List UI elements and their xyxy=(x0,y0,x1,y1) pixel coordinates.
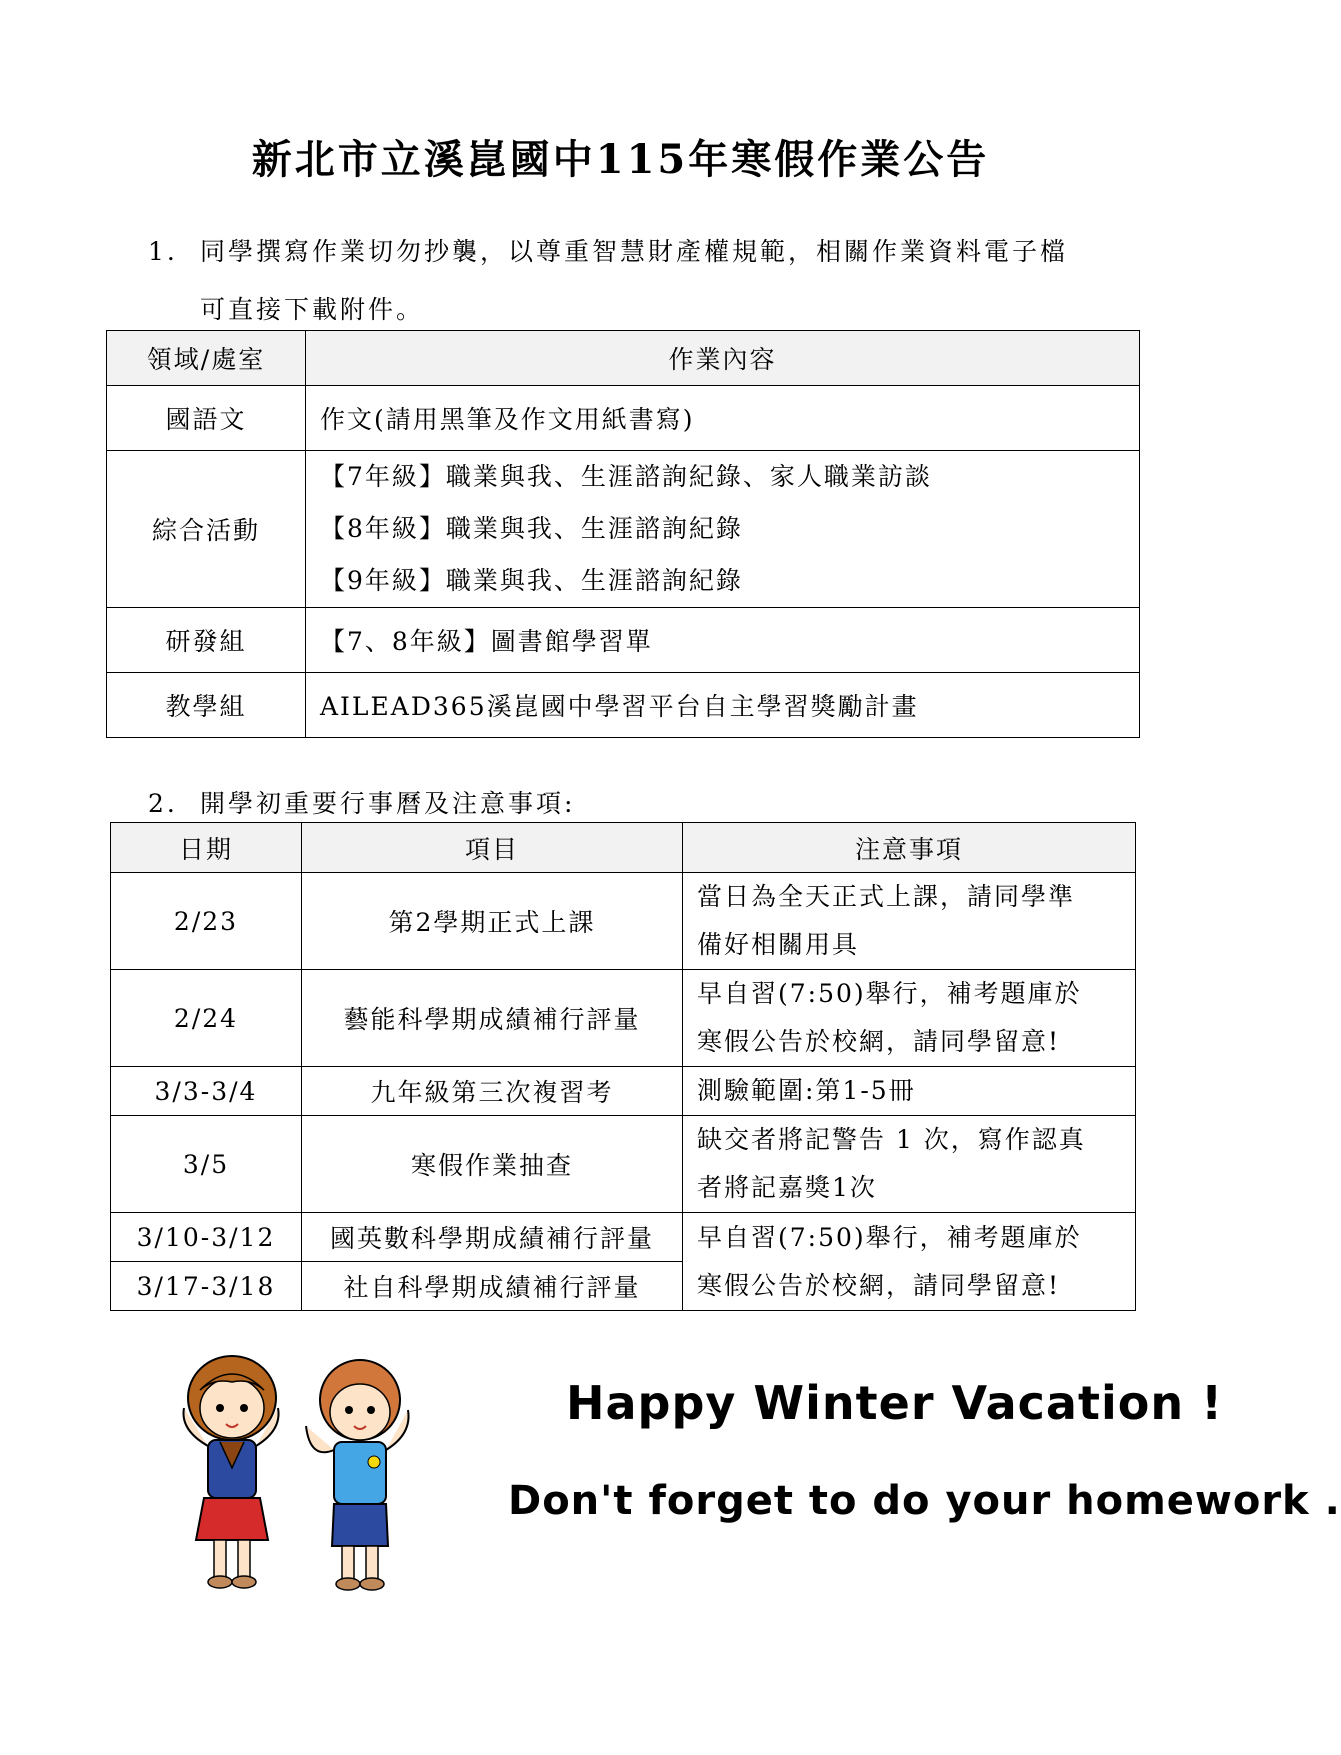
dept-cell: 教學組 xyxy=(107,673,306,738)
content-cell: AILEAD365溪崑國中學習平台自主學習獎勵計畫 xyxy=(306,673,1140,738)
item-cell: 國英數科學期成績補行評量 xyxy=(302,1213,683,1262)
date-cell: 3/5 xyxy=(111,1116,302,1213)
table-row xyxy=(111,1213,1136,1262)
notice-paragraph-1 xyxy=(148,232,1068,268)
dept-cell: 研發組 xyxy=(107,608,306,673)
content-line: 【8年級】職業與我、生涯諮詢紀錄 xyxy=(320,514,743,543)
note-cell xyxy=(683,1213,1136,1311)
content-line: 【7年級】職業與我、生涯諮詢紀錄、家人職業訪談 xyxy=(320,462,932,491)
header-item: 項目 xyxy=(302,823,683,873)
item-cell: 藝能科學期成績補行評量 xyxy=(302,970,683,1067)
dept-cell: 綜合活動 xyxy=(107,451,306,608)
homework-reminder: Don't forget to do your homework . xyxy=(508,1478,1341,1524)
table-row xyxy=(107,386,1140,451)
item-cell: 寒假作業抽查 xyxy=(302,1116,683,1213)
notice-line-2: 可直接下載附件。 xyxy=(200,295,425,324)
content-cell xyxy=(306,451,1140,608)
content-cell: 【7、8年級】圖書館學習單 xyxy=(306,608,1140,673)
table-row xyxy=(111,1067,1136,1116)
note-line: 備好相關用具 xyxy=(697,930,860,959)
header-department: 領域/處室 xyxy=(107,331,306,386)
section-2-heading xyxy=(148,784,575,820)
date-cell: 2/24 xyxy=(111,970,302,1067)
note-line: 寒假公告於校網，請同學留意! xyxy=(697,1270,1061,1300)
note-line: 缺交者將記警告 1 次，寫作認真 xyxy=(697,1125,1086,1154)
dept-cell: 國語文 xyxy=(107,386,306,451)
note-cell xyxy=(683,970,1136,1067)
table-row xyxy=(107,608,1140,673)
boy-figure xyxy=(306,1360,409,1590)
item-cell: 社自科學期成績補行評量 xyxy=(302,1262,683,1311)
note-cell xyxy=(683,873,1136,970)
homework-table xyxy=(106,330,1140,738)
item-number: 2. xyxy=(148,789,178,818)
girl-figure xyxy=(184,1356,279,1588)
notice-line-1: 同學撰寫作業切勿抄襲，以尊重智慧財產權規範，相關作業資料電子檔 xyxy=(200,237,1069,266)
note-line: 早自習(7:50)舉行，補考題庫於 xyxy=(697,1222,1082,1252)
date-cell: 3/17-3/18 xyxy=(111,1262,302,1311)
content-cell: 作文(請用黑筆及作文用紙書寫) xyxy=(306,386,1140,451)
table-row xyxy=(107,673,1140,738)
item-number: 1. xyxy=(148,237,178,266)
date-cell: 2/23 xyxy=(111,873,302,970)
table-row xyxy=(111,1116,1136,1213)
schedule-table xyxy=(110,822,1136,1311)
table-row xyxy=(111,873,1136,970)
item-cell: 九年級第三次複習考 xyxy=(302,1067,683,1116)
header-content: 作業內容 xyxy=(306,331,1140,386)
content-line: 【9年級】職業與我、生涯諮詢紀錄 xyxy=(320,566,743,595)
table-row xyxy=(111,970,1136,1067)
note-line: 當日為全天正式上課，請同學準 xyxy=(697,882,1076,911)
date-cell: 3/10-3/12 xyxy=(111,1213,302,1262)
header-date: 日期 xyxy=(111,823,302,873)
item-cell: 第2學期正式上課 xyxy=(302,873,683,970)
note-line: 寒假公告於校網，請同學留意! xyxy=(697,1027,1061,1056)
note-cell xyxy=(683,1116,1136,1213)
section-2-text: 開學初重要行事曆及注意事項: xyxy=(200,789,576,818)
page-title: 新北市立溪崑國中115年寒假作業公告 xyxy=(251,136,990,183)
table-row xyxy=(107,451,1140,608)
note-line: 早自習(7:50)舉行，補考題庫於 xyxy=(697,979,1082,1008)
greeting-message: Happy Winter Vacation ! xyxy=(566,1376,1224,1430)
header-note: 注意事項 xyxy=(683,823,1136,873)
date-cell: 3/3-3/4 xyxy=(111,1067,302,1116)
note-line: 者將記嘉獎1次 xyxy=(697,1173,877,1202)
students-illustration xyxy=(150,1350,450,1600)
note-cell: 測驗範圍:第1-5冊 xyxy=(683,1067,1136,1116)
